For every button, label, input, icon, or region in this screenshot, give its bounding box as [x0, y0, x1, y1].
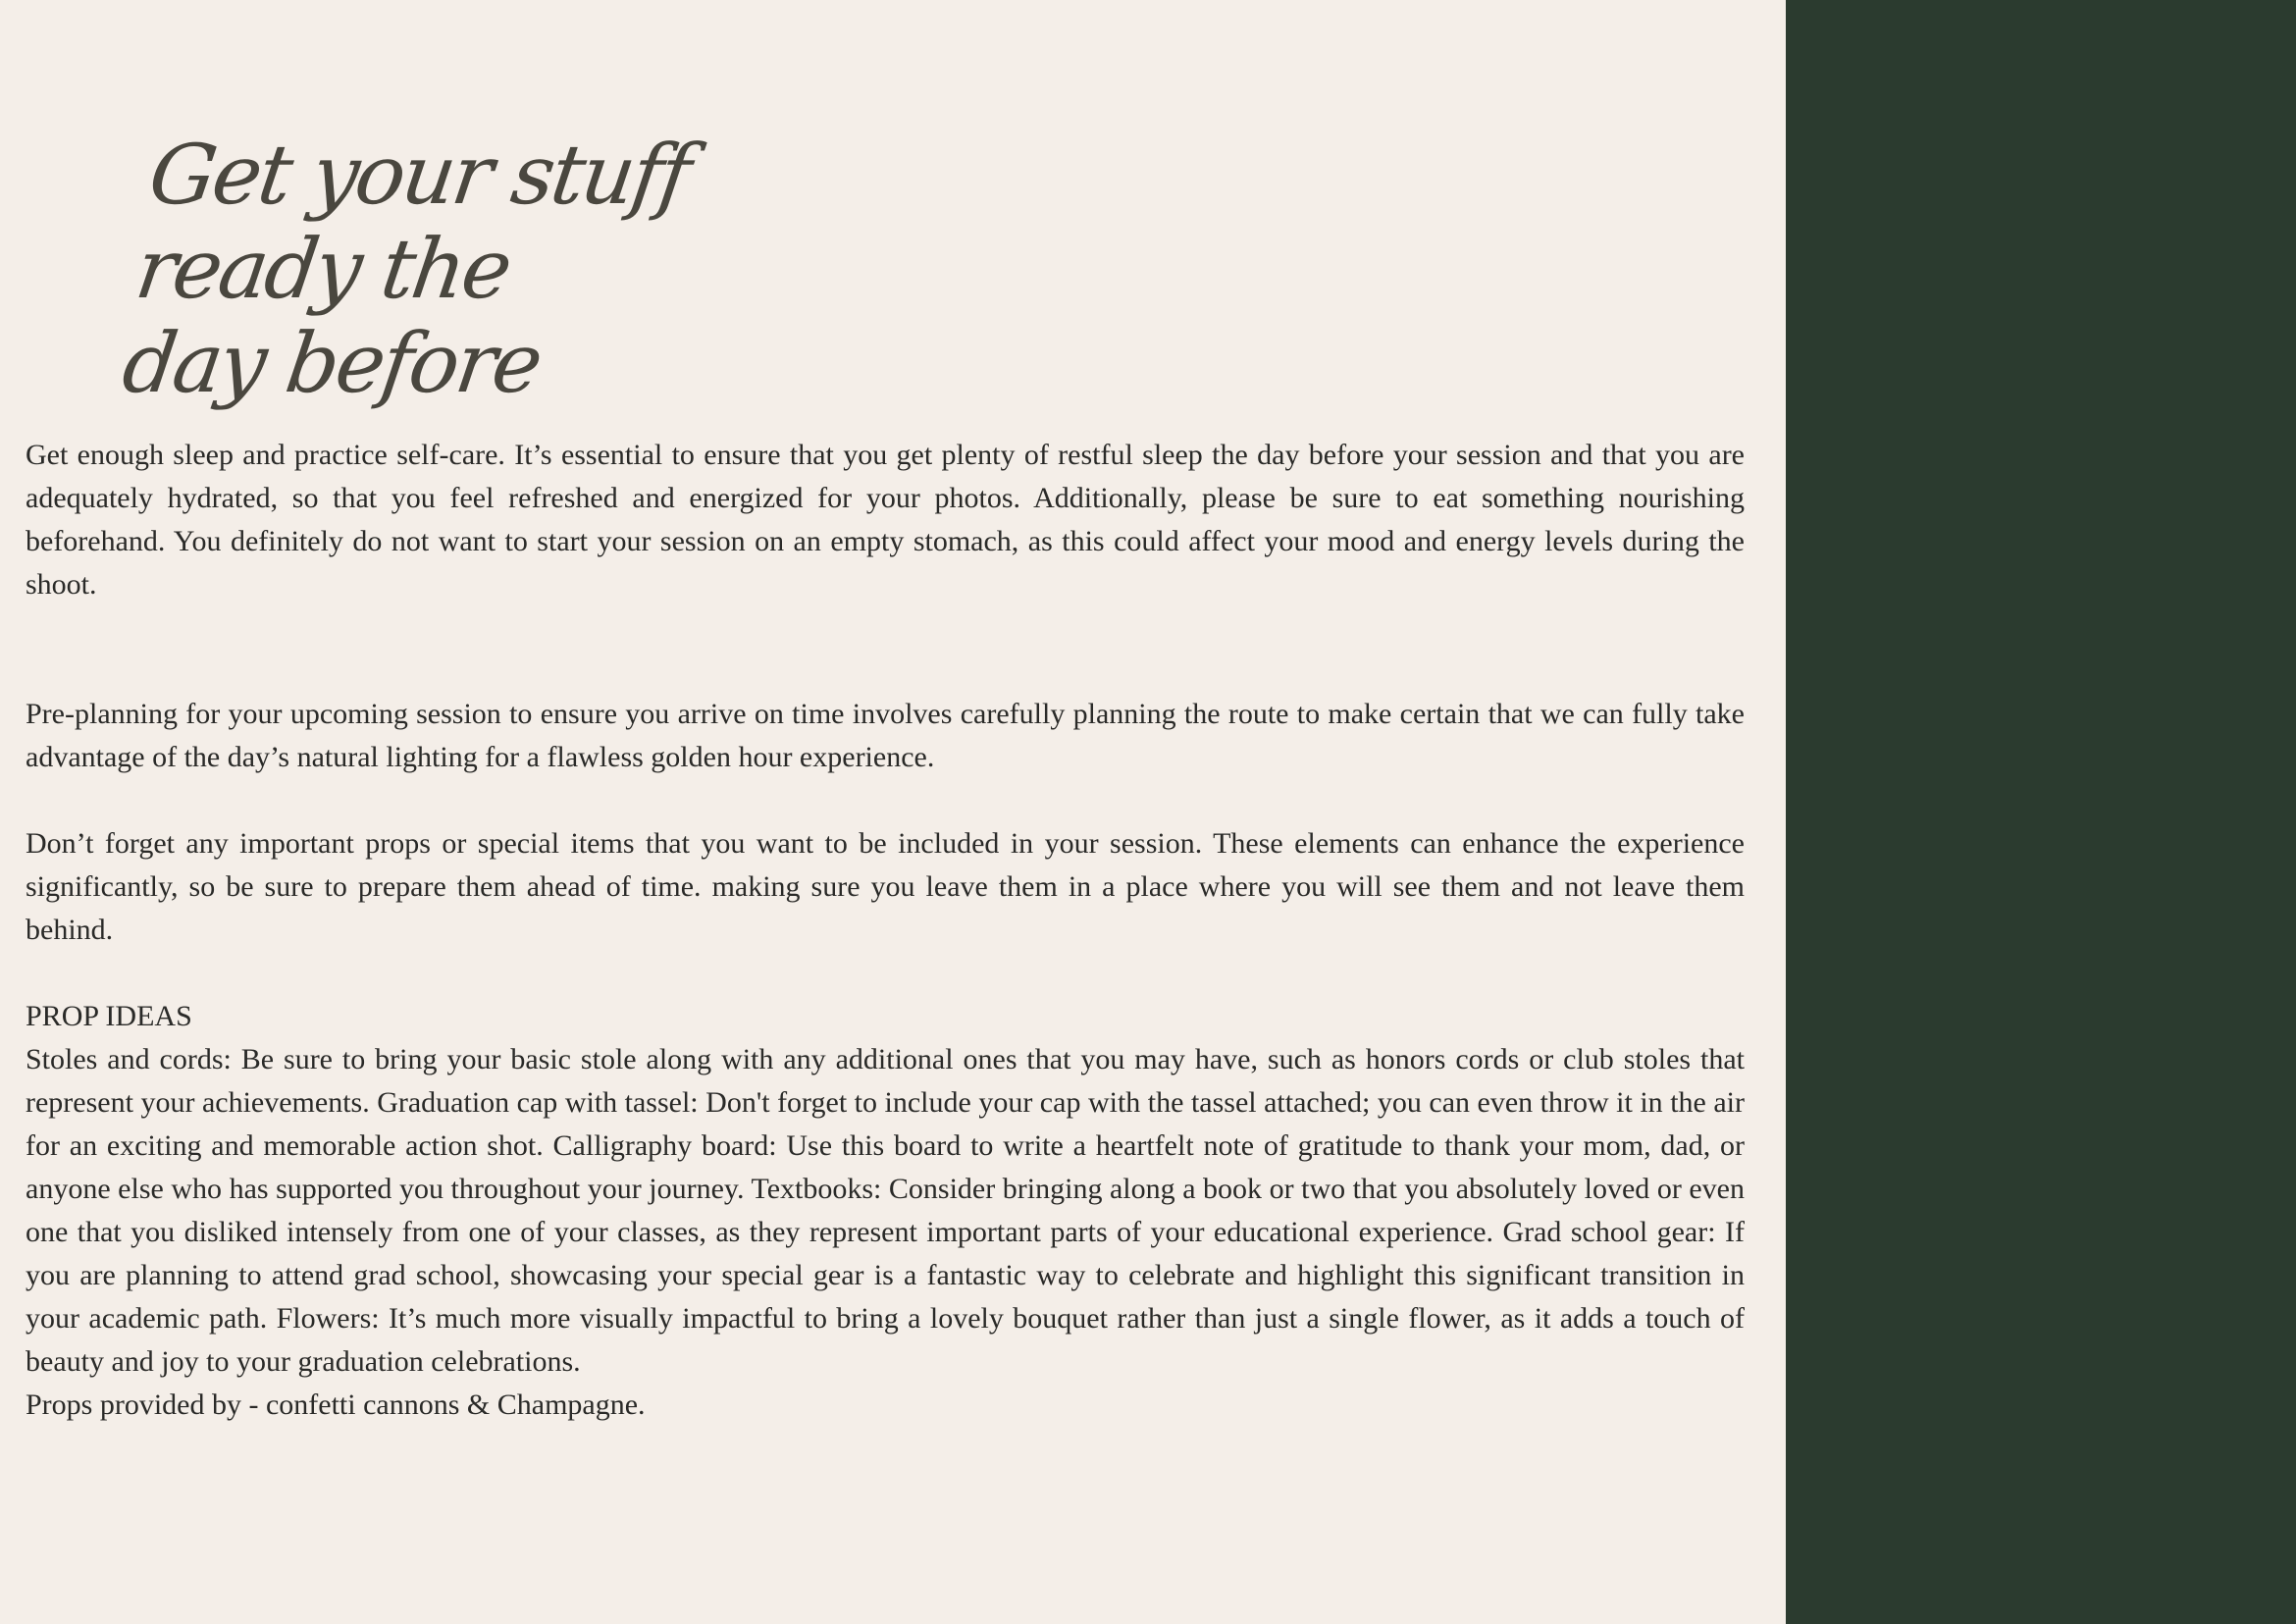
paragraph-props: Don’t forget any important props or special items that you want to be included in your session. These elements can enhance the experience significantly, so be sure to prepare them ahead of time. making sure you leave them in a place where you will see them and not leave them behind.: [26, 827, 1745, 946]
page-title-line-2: day before: [117, 315, 547, 411]
side-color-panel: [1786, 0, 2296, 1624]
props-provided-line: Props provided by - confetti cannons & Champagne.: [26, 1388, 646, 1421]
paragraph-sleep: Get enough sleep and practice self-care. It’s essential to ensure that you get plenty of restful sleep the day before your session and that you are adequately hydrated, so that you feel refreshed and energized for your photos. Additionally, please be sure to eat something nourishing beforehand. You definitely do not want to start your session on an empty stomach, as this could affect your mood and energy levels during the shoot.: [26, 439, 1745, 601]
prop-ideas-heading: PROP IDEAS: [26, 1000, 192, 1032]
body-text: [26, 434, 1745, 1427]
prop-ideas-body: Stoles and cords: Be sure to bring your basic stole along with any additional ones that you may have, such as honors cords or club stoles that represent your achievements. Graduation cap with tassel: Don't forget to include your cap with the tassel attached; you can even throw it in the air for an exciting and memorable action shot. Calligraphy board: Use this board to write a heartfelt note of gratitude to thank your mom, dad, or anyone else who has supported you throughout your journey. Textbooks: Consider bringing along a book or two that you absolutely loved or even one that you disliked intensely from one of your classes, as they represent important parts of your educational experience. Grad school gear: If you are planning to attend grad school, showcasing your special gear is a fantastic way to celebrate and highlight this significant transition in your academic path. Flowers: It’s much more visually impactful to bring a lovely bouquet rather than just a single flower, as it adds a touch of beauty and joy to your graduation celebrations.: [26, 1043, 1745, 1378]
paragraph-planning: Pre-planning for your upcoming session to ensure you arrive on time involves carefully planning the route to make certain that we can fully take advantage of the day’s natural lighting for a flawless golden hour experience.: [26, 698, 1745, 773]
page-title-line-1: Get your stuff ready the: [130, 127, 695, 317]
page-title: [118, 128, 844, 410]
